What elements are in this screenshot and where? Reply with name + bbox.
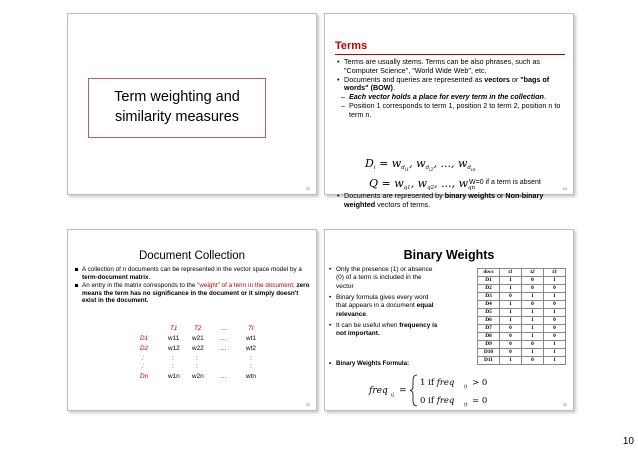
- weight-cell: 1: [544, 293, 566, 301]
- table-row: [478, 341, 566, 349]
- table-row: [478, 317, 566, 325]
- weight-cell: 0: [500, 341, 522, 349]
- heading-rule: [335, 54, 565, 55]
- doc-label-cell: D11: [478, 357, 500, 365]
- weight-cell: 1: [522, 317, 544, 325]
- slide-number: 33: [305, 186, 310, 191]
- title-box: [88, 78, 266, 138]
- weight-cell: 1: [544, 277, 566, 285]
- slide-heading: Terms: [335, 40, 368, 52]
- table-header-row: [478, 269, 566, 277]
- weight-cell: 1: [500, 309, 522, 317]
- slide-title: [67, 13, 317, 195]
- doc-label-cell: D10: [478, 349, 500, 357]
- weight-cell: 1: [522, 333, 544, 341]
- column-header: t2: [522, 269, 544, 277]
- formula-query-vector: Q = wq1, wq2, ..., wqn: [369, 177, 476, 191]
- weight-cell: 0: [544, 285, 566, 293]
- slide-number: 34: [562, 186, 567, 191]
- column-header: t3: [544, 269, 566, 277]
- svg-text:0 if freq: 0 if freq: [420, 396, 455, 406]
- sub-bullet: – Position 1 corresponds to term 1, position 2 to term 2, position n to term n.: [337, 102, 565, 120]
- bullet: An entry in the matrix corresponds to the "weight" of a term in the document; zero means the term has no significance in the document or it simply doesn't exist in the document.: [74, 282, 314, 305]
- slide-heading: Document Collection: [138, 250, 246, 262]
- table-row: [478, 285, 566, 293]
- weight-cell: 0: [544, 333, 566, 341]
- slide-binary-weights: [324, 229, 574, 411]
- weight-cell: 1: [500, 285, 522, 293]
- weight-cell: 1: [522, 349, 544, 357]
- matrix-cell: w2n: [192, 373, 204, 380]
- svg-text:ij: ij: [464, 401, 468, 408]
- weight-cell: 1: [500, 357, 522, 365]
- table-row: [478, 309, 566, 317]
- doc-label-cell: D7: [478, 325, 500, 333]
- doc-label-cell: D6: [478, 317, 500, 325]
- doc-label-cell: D1: [478, 277, 500, 285]
- bullet: • Documents are represented by binary weights or Non-binary weighted vectors of terms.: [337, 192, 565, 210]
- weight-cell: 0: [522, 277, 544, 285]
- slide-document-collection: [67, 229, 317, 411]
- bullet: • Documents and queries are represented as vectors or "bags of words" (BOW).: [337, 76, 565, 94]
- slide-body: [337, 192, 565, 210]
- slide-title-text: Term weighting and similarity measures: [114, 89, 240, 125]
- weight-cell: 0: [522, 285, 544, 293]
- matrix-cell: :: [196, 355, 198, 362]
- bullet: • Binary formula gives every word that appears in a document equal relevance.: [329, 294, 441, 319]
- weight-cell: 0: [544, 325, 566, 333]
- weight-cell: 0: [522, 301, 544, 309]
- weight-cell: 1: [500, 277, 522, 285]
- binary-weights-table: [477, 268, 566, 365]
- matrix-doc: D1: [140, 335, 149, 342]
- weight-cell: 0: [500, 333, 522, 341]
- matrix-header: T2: [194, 325, 202, 332]
- matrix-cell: w22: [192, 345, 204, 352]
- matrix-cell: :: [196, 363, 198, 370]
- svg-text:ij: ij: [391, 392, 395, 398]
- svg-text:= 0: = 0: [472, 396, 488, 406]
- term-document-matrix: [140, 325, 280, 387]
- matrix-doc: Dn: [140, 373, 149, 380]
- matrix-header: T1: [170, 325, 178, 332]
- table-row: [478, 357, 566, 365]
- bullet: • Only the presence (1) or absence (0) of a term is included in the vector: [329, 266, 441, 291]
- sub-bullet: – Each vector holds a place for every term in the collection.: [337, 93, 565, 102]
- slide-number: 36: [562, 402, 567, 407]
- matrix-doc: :: [142, 355, 144, 362]
- weight-cell: 1: [500, 301, 522, 309]
- slide-number: 35: [305, 402, 310, 407]
- doc-label-cell: D5: [478, 309, 500, 317]
- matrix-cell: :: [250, 363, 252, 370]
- weight-cell: 0: [500, 325, 522, 333]
- matrix-cell: wtn: [246, 373, 256, 380]
- svg-text:=: =: [399, 386, 407, 396]
- matrix-cell: w12: [168, 345, 180, 352]
- slide-terms: [324, 13, 574, 209]
- matrix-cell: …: [220, 345, 227, 352]
- doc-label-cell: D8: [478, 333, 500, 341]
- formula-document-vector: $Di = wd_{i1}$, $wd_{i2}$, ..., $wd_{in}$: [365, 157, 476, 174]
- weight-cell: 0: [544, 317, 566, 325]
- bullet: • Terms are usually stems. Terms can be also phrases, such as "Computer Science", "World Wide Web", etc.: [337, 58, 565, 76]
- weight-cell: 1: [522, 293, 544, 301]
- weight-cell: 1: [500, 317, 522, 325]
- slide-heading: Binary Weights: [403, 248, 495, 262]
- matrix-cell: :: [172, 363, 174, 370]
- weight-cell: 1: [544, 341, 566, 349]
- svg-text:> 0: > 0: [472, 378, 488, 388]
- table-row: [478, 325, 566, 333]
- weight-cell: 1: [544, 309, 566, 317]
- weight-cell: 0: [544, 301, 566, 309]
- svg-text:1 if freq: 1 if freq: [420, 378, 455, 388]
- weight-cell: 0: [500, 293, 522, 301]
- matrix-cell: …: [220, 335, 227, 342]
- doc-label-cell: D3: [478, 293, 500, 301]
- matrix-cell: w1n: [168, 373, 180, 380]
- matrix-cell: wt1: [246, 335, 256, 342]
- doc-label-cell: D4: [478, 301, 500, 309]
- weight-cell: 1: [522, 309, 544, 317]
- weight-cell: 0: [500, 349, 522, 357]
- slide-body: [329, 266, 441, 342]
- doc-label-cell: D2: [478, 285, 500, 293]
- matrix-cell: :: [250, 355, 252, 362]
- matrix-cell: …: [220, 373, 227, 380]
- table-row: [478, 333, 566, 341]
- slide-body: [337, 58, 565, 119]
- table-row: [478, 301, 566, 309]
- column-header: t1: [500, 269, 522, 277]
- table-row: [478, 293, 566, 301]
- weight-cell: 0: [522, 341, 544, 349]
- matrix-doc: :: [142, 363, 144, 370]
- binary-weights-formula: [365, 372, 505, 408]
- weight-cell: 1: [544, 357, 566, 365]
- matrix-cell: :: [172, 355, 174, 362]
- matrix-cell: wt2: [246, 345, 256, 352]
- formula-note: W=0 if a term is absent: [469, 179, 541, 186]
- matrix-cell: w21: [192, 335, 204, 342]
- matrix-header: ….: [220, 325, 229, 332]
- bullet: A collection of n documents can be represented in the vector space model by a term-document matrix.: [74, 266, 314, 281]
- weight-cell: 0: [522, 357, 544, 365]
- matrix-cell: w11: [168, 335, 180, 342]
- bullet: • It can be useful when frequency is not important.: [329, 322, 441, 339]
- column-header: docs: [478, 269, 500, 277]
- doc-label-cell: D9: [478, 341, 500, 349]
- matrix-header: Tt: [248, 325, 254, 332]
- svg-text:ij: ij: [464, 383, 468, 390]
- page-number: 10: [622, 436, 634, 447]
- matrix-doc: D2: [140, 345, 149, 352]
- weight-cell: 1: [544, 349, 566, 357]
- table-row: [478, 277, 566, 285]
- table-row: [478, 349, 566, 357]
- svg-text:freq: freq: [369, 386, 388, 396]
- slide-body: [74, 266, 314, 306]
- weight-cell: 1: [522, 325, 544, 333]
- bullet: • Binary Weights Formula:: [329, 360, 409, 367]
